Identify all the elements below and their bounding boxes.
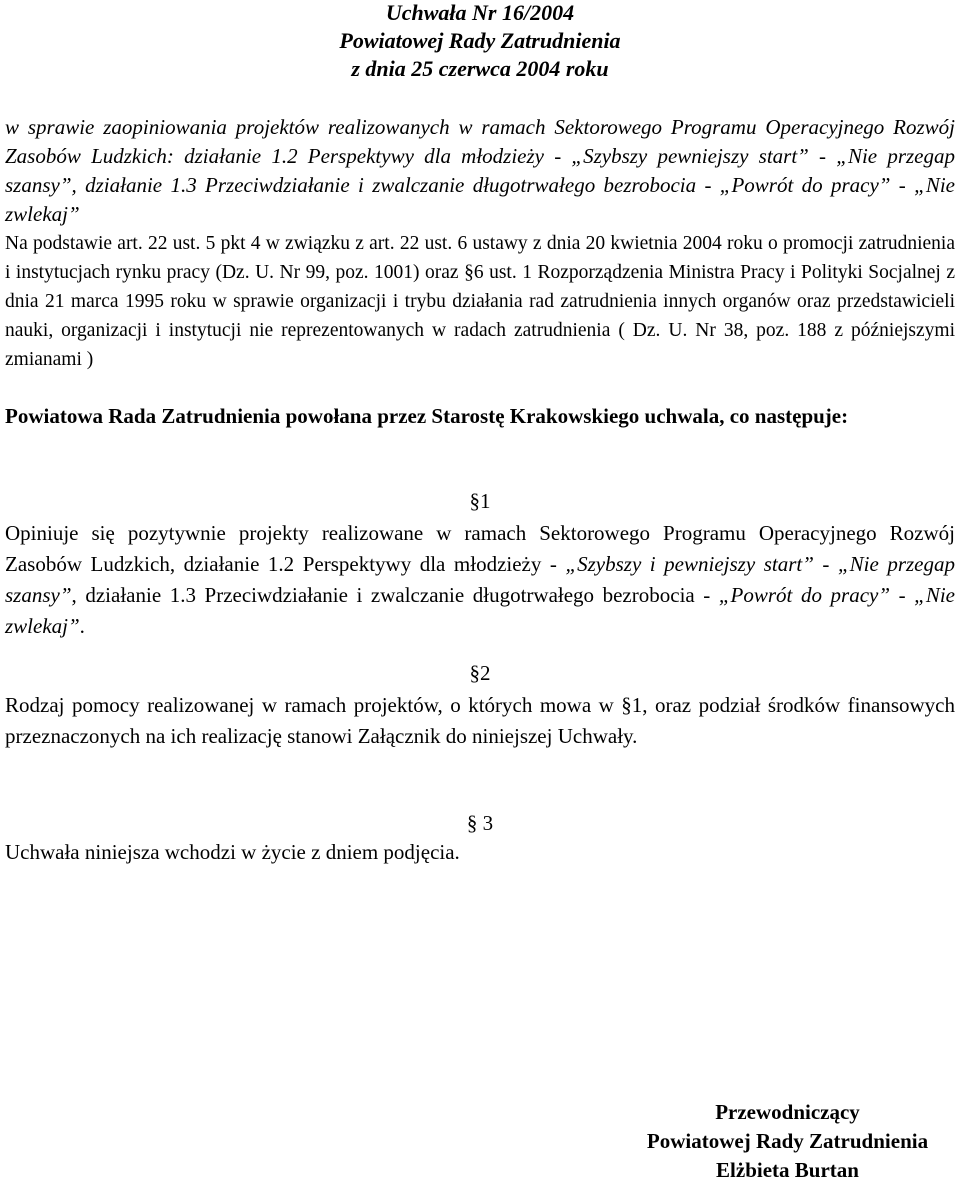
signature-body: Powiatowej Rady Zatrudnienia	[646, 1129, 929, 1153]
section-3-mark: § 3	[466, 811, 494, 835]
section-2-mark: §2	[469, 661, 491, 685]
section-1-text-c: , działanie 1.3 Przeciwdziałanie i zwalczanie długotrwałego bezrobocia -	[71, 583, 719, 607]
section-1-program-titles: „Szybszy i pewniejszy start” - „Nie przegap szansy”	[5, 552, 955, 607]
resolution-intro: Powiatowa Rada Zatrudnienia powołana przez Starostę Krakowskiego uchwala, co następuje:	[5, 404, 849, 428]
section-1-text	[5, 518, 955, 642]
legal-basis: Na podstawie art. 22 ust. 5 pkt 4 w związku z art. 22 ust. 6 ustawy z dnia 20 kwietnia 2004 roku o promocji zatrudnienia i instytucjach rynku pracy (Dz. U. Nr 99, poz. 1001) oraz §6 ust. 1 Rozporządzenia Ministra Pracy i Polityki Socjalnej z dnia 21 marca 1995 roku w sprawie organizacji i trybu działania rad zatrudnienia innych organów oraz przedstawicieli nauki, organizacji i instytucji nie reprezentowanych w radach zatrudnienia ( Dz. U. Nr 38, poz. 188 z późniejszymi zmianami )	[5, 233, 955, 370]
section-1-text-e: .	[79, 614, 85, 638]
section-3-text: Uchwała niniejsza wchodzi w życie z dniem podjęcia.	[5, 840, 460, 864]
section-2-text: Rodzaj pomocy realizowanej w ramach projektów, o których mowa w §1, oraz podział środków finansowych przeznaczonych na ich realizację stanowi Załącznik do niniejszej Uchwały.	[5, 693, 955, 748]
resolution-title: Uchwała Nr 16/2004	[385, 0, 575, 25]
resolution-subject: w sprawie zaopiniowania projektów realizowanych w ramach Sektorowego Programu Operacyjnego Rozwój Zasobów Ludzkich: działanie 1.2 Perspektywy dla młodzieży - „Szybszy pewniejszy start” - „Nie przegap szansy”, działanie 1.3 Przeciwdziałanie i zwalczanie długotrwałego bezrobocia - „Powrót do pracy” - „Nie zwlekaj”	[5, 115, 955, 226]
section-1-mark: §1	[469, 489, 491, 513]
section-1-program-titles-2: „Powrót do pracy” - „Nie zwlekaj”	[5, 583, 955, 638]
signature-name: Elżbieta Burtan	[716, 1158, 859, 1182]
resolution-date: z dnia 25 czerwca 2004 roku	[351, 56, 609, 81]
section-1-text-a: Opiniuje się pozytywnie projekty realizowane w ramach Sektorowego Programu Operacyjnego Rozwój Zasobów Ludzkich, działanie 1.2 Perspektywy dla młodzieży -	[5, 521, 955, 576]
signature-role: Przewodniczący	[715, 1100, 860, 1124]
issuing-body: Powiatowej Rady Zatrudnienia	[339, 28, 621, 53]
document-header	[5, 0, 955, 84]
signature-block	[615, 1098, 960, 1185]
